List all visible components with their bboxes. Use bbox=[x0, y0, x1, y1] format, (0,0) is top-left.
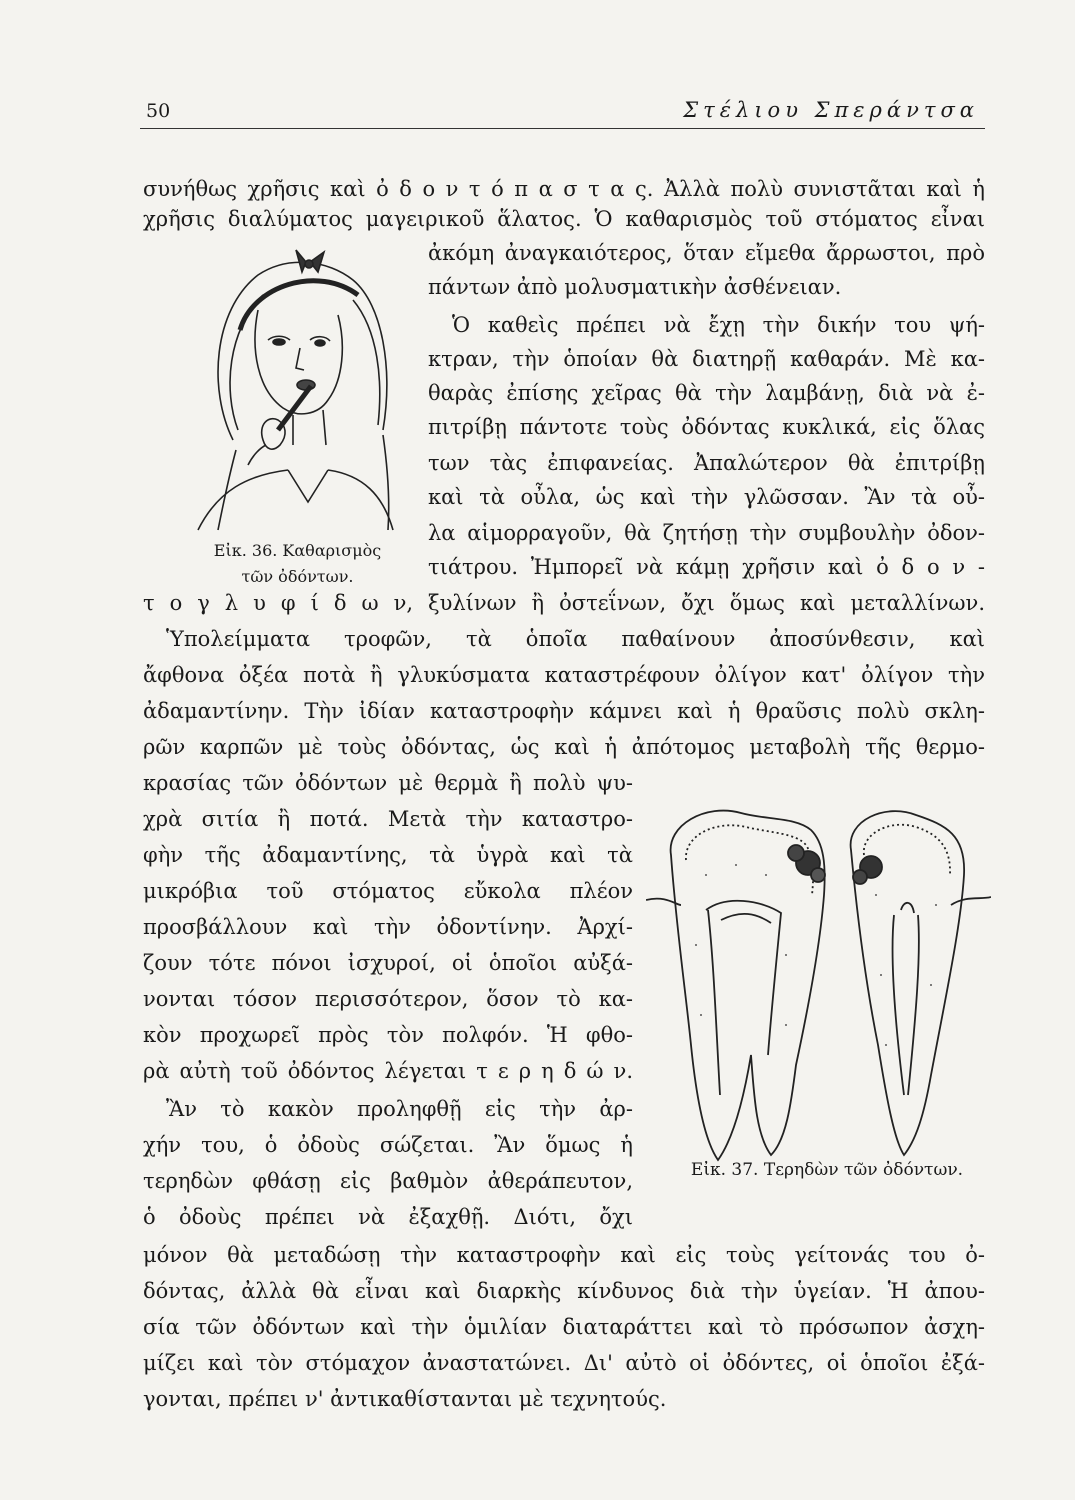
page-header bbox=[140, 96, 985, 129]
page-number: 50 bbox=[146, 100, 171, 122]
text-line: πιτρίβῃ πάντοτε τοὺς ὀδόντας κυκλικά, εἰς ὅλας bbox=[428, 415, 985, 439]
figure-37-caption: Εἰκ. 37. Τερηδὼν τῶν ὀδόντων. bbox=[690, 1160, 964, 1180]
text-line: ὁ ὀδοὺς πρέπει νὰ ἐξαχθῇ. Διότι, ὄχι bbox=[143, 1205, 633, 1229]
text-line: δόντας, ἀλλὰ θὰ εἶναι καὶ διαρκὴς κίνδυνος διὰ τὴν ὑγείαν. Ἡ ἀπου- bbox=[143, 1279, 985, 1303]
text-line: Ὑπολείμματα τροφῶν, τὰ ὁποῖα παθαίνουν ἀποσύνθεσιν, καὶ bbox=[166, 627, 985, 651]
text-line: ζουν τότε πόνοι ἰσχυροί, οἱ ὁποῖοι αὐξά- bbox=[143, 951, 633, 975]
text-line: τιάτρου. Ἠμπορεῖ νὰ κάμῃ χρῆσιν καὶ ὀ δ ο ν - bbox=[428, 555, 985, 579]
text-line: ἀκόμη ἀναγκαιότερος, ὅταν εἴμεθα ἄρρωστοι, πρὸ bbox=[428, 241, 985, 265]
text-line: τερηδὼν φθάσῃ εἰς βαθμὸν ἀθεράπευτον, bbox=[143, 1169, 633, 1193]
text-line: τ ο γ λ υ φ ί δ ω ν, ξυλίνων ἢ ὀστεΐνων, ὄχι ὅμως καὶ μεταλλίνων. bbox=[143, 591, 985, 615]
text-line: προσβάλλουν καὶ τὴν ὀδοντίνην. Ἀρχί- bbox=[143, 915, 633, 939]
figure-36-caption: Εἰκ. 36. Καθαρισμὸς τῶν ὀδόντων. bbox=[213, 541, 382, 586]
text-line: χρῆσις διαλύματος μαγειρικοῦ ἅλατος. Ὁ καθαρισμὸς τοῦ στόματος εἶναι bbox=[143, 207, 985, 231]
text-line: μικρόβια τοῦ στόματος εὔκολα πλέον bbox=[143, 879, 633, 903]
text-line: ρὰ αὐτὴ τοῦ ὀδόντος λέγεται τ ε ρ η δ ώ ν. bbox=[143, 1059, 633, 1083]
text-line: ἄφθονα ὀξέα ποτὰ ἢ γλυκύσματα καταστρέφουν ὀλίγον κατ' ὀλίγον τὴν bbox=[143, 663, 985, 687]
text-line: λα αἱμορραγοῦν, θὰ ζητήσῃ τὴν συμβουλὴν ὀδον- bbox=[428, 521, 985, 545]
running-head: Στέλιου Σπεράντσα bbox=[683, 98, 979, 122]
girl-brushing-teeth-illustration bbox=[178, 240, 408, 540]
text-line: κτραν, τὴν ὁποίαν θὰ διατηρῇ καθαράν. Μὲ κα- bbox=[428, 347, 985, 371]
text-line: των τὰς ἐπιφανείας. Ἀπαλώτερον θὰ ἐπιτρίβῃ bbox=[428, 451, 985, 475]
text-line: μόνον θὰ μεταδώσῃ τὴν καταστροφὴν καὶ εἰς τοὺς γείτονάς του ὀ- bbox=[143, 1243, 985, 1267]
text-line: χήν του, ὁ ὀδοὺς σώζεται. Ἂν ὅμως ἡ bbox=[143, 1133, 633, 1157]
text-line: χρὰ σιτία ἢ ποτά. Μετὰ τὴν καταστρο- bbox=[143, 807, 633, 831]
text-line: Ἂν τὸ κακὸν προληφθῇ εἰς τὴν ἀρ- bbox=[166, 1097, 633, 1121]
tooth-decay-diagram bbox=[646, 795, 991, 1165]
text-line: μίζει καὶ τὸν στόμαχον ἀναστατώνει. Δι' αὐτὸ οἱ ὀδόντες, οἱ ὁποῖοι ἐξά- bbox=[143, 1351, 985, 1375]
text-line: θαρὰς ἐπίσης χεῖρας θὰ τὴν λαμβάνῃ, διὰ νὰ ἐ- bbox=[428, 381, 985, 405]
text-line: γονται, πρέπει ν' ἀντικαθίστανται μὲ τεχνητούς. bbox=[143, 1387, 667, 1411]
text-line: ἀδαμαντίνην. Τὴν ἰδίαν καταστροφὴν κάμνει καὶ ἡ θραῦσις πολὺ σκλη- bbox=[143, 699, 985, 723]
text-line: Ὁ καθεὶς πρέπει νὰ ἔχῃ τὴν δικήν του ψή- bbox=[452, 313, 985, 337]
text-line: πάντων ἀπὸ μολυσματικὴν ἀσθένειαν. bbox=[428, 275, 842, 299]
text-line: φὴν τῆς ἀδαμαντίνης, τὰ ὑγρὰ καὶ τὰ bbox=[143, 843, 633, 867]
text-line: σία τῶν ὀδόντων καὶ τὴν ὁμιλίαν διαταράττει καὶ τὸ πρόσωπον ἀσχη- bbox=[143, 1315, 985, 1339]
text-line: συνήθως χρῆσις καὶ ὀ δ ο ν τ ό π α σ τ α ς. Ἀλλὰ πολὺ συνιστᾶται καὶ ἡ bbox=[143, 177, 985, 201]
text-line: ρῶν καρπῶν μὲ τοὺς ὀδόντας, ὡς καὶ ἡ ἀπότομος μεταβολὴ τῆς θερμο- bbox=[143, 735, 985, 759]
text-line: νονται τόσον περισσότερον, ὅσον τὸ κα- bbox=[143, 987, 633, 1011]
text-line: κρασίας τῶν ὀδόντων μὲ θερμὰ ἢ πολὺ ψυ- bbox=[143, 771, 633, 795]
text-line: κὸν προχωρεῖ πρὸς τὸν πολφόν. Ἡ φθο- bbox=[143, 1023, 633, 1047]
text-line: καὶ τὰ οὖλα, ὡς καὶ τὴν γλῶσσαν. Ἂν τὰ οὖ- bbox=[428, 485, 985, 509]
